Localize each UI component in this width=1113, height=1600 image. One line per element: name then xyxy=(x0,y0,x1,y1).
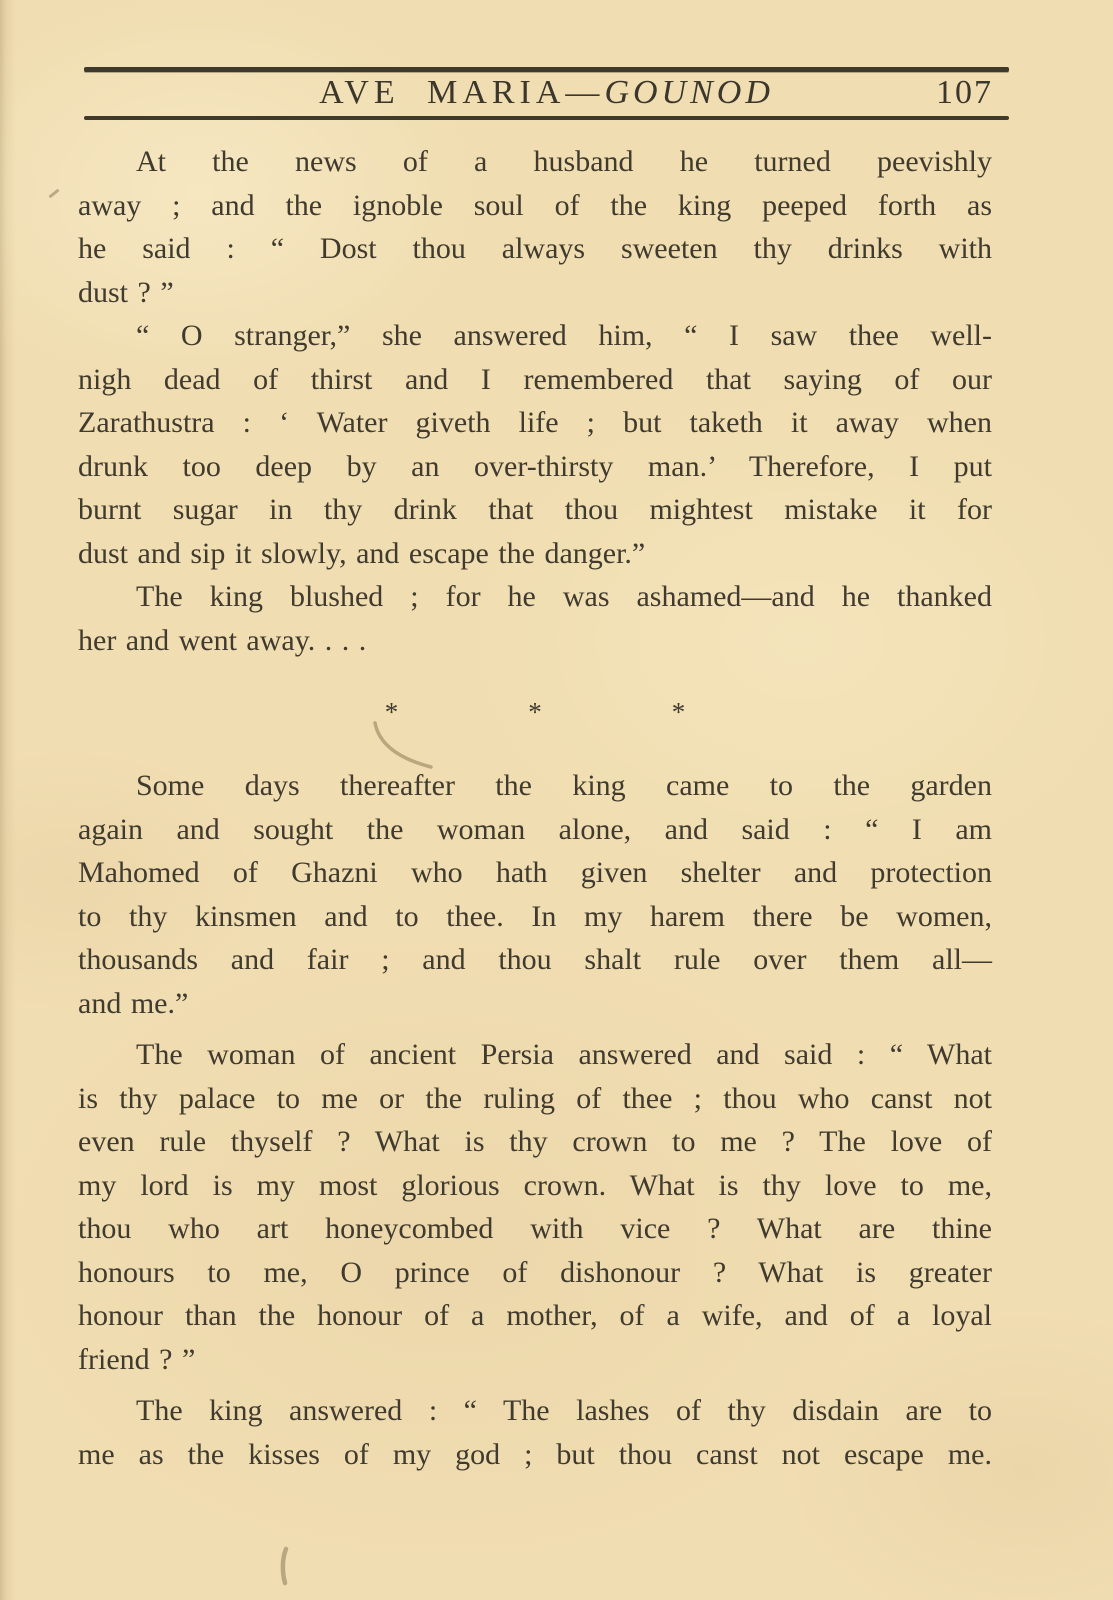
text-line: friend ? ” xyxy=(78,1342,196,1376)
text-line: even rule thyself ? What is thy crown to me ? The love of xyxy=(78,1125,992,1158)
running-head xyxy=(84,71,1009,115)
page-title xyxy=(319,74,774,112)
text-line: honours to me, O prince of dishonour ? What is greater xyxy=(78,1255,992,1289)
asterisk: * xyxy=(384,697,399,727)
text-line: honour than the honour of a mother, of a wife, and of a loyal xyxy=(78,1299,992,1332)
text-line: drunk too deep by an over-thirsty man.’ Therefore, I put xyxy=(78,449,992,483)
paragraph xyxy=(78,140,992,314)
text-body xyxy=(78,140,992,1476)
text-line: The woman of ancient Persia answered and said : “ What xyxy=(136,1038,992,1071)
paragraph xyxy=(78,1389,992,1476)
text-line: Some days thereafter the king came to the garden xyxy=(136,769,992,802)
text-line: away ; and the ignoble soul of the king peeped forth as xyxy=(78,188,992,222)
text-line: my lord is my most glorious crown. What is thy love to me, xyxy=(78,1168,992,1202)
text-line: “ O stranger,” she answered him, “ I saw thee well- xyxy=(136,319,992,352)
text-line: burnt sugar in thy drink that thou mightest mistake it for xyxy=(78,493,992,526)
pen-mark-left-margin xyxy=(48,189,59,199)
text-line: me as the kisses of my god ; but thou canst not escape me. xyxy=(78,1437,992,1471)
text-line: At the news of a husband he turned peevishly xyxy=(136,145,992,178)
paragraph xyxy=(78,575,992,662)
text-line: thou who art honeycombed with vice ? What are thine xyxy=(78,1212,992,1245)
asterisk: * xyxy=(528,697,542,727)
pen-mark-bottom xyxy=(276,1544,294,1588)
text-line: to thy kinsmen and to thee. In my harem there be women, xyxy=(78,899,992,933)
page-number: 107 xyxy=(936,74,993,111)
text-line: dust and sip it slowly, and escape the danger.” xyxy=(78,536,646,570)
text-line: again and sought the woman alone, and said : “ I am xyxy=(78,812,992,846)
text-line: dust ? ” xyxy=(78,275,174,309)
section-break xyxy=(78,690,992,734)
text-line: is thy palace to me or the ruling of thee ; thou who canst not xyxy=(78,1081,992,1115)
page-title-roman: AVE MARIA— xyxy=(319,74,605,111)
paragraph xyxy=(78,1033,992,1381)
asterisk: * xyxy=(671,697,686,727)
text-line: Mahomed of Ghazni who hath given shelter and protection xyxy=(78,856,992,889)
paragraph xyxy=(78,314,992,575)
text-line: nigh dead of thirst and I remembered that saying of our xyxy=(78,362,992,396)
text-line: The king answered : “ The lashes of thy disdain are to xyxy=(136,1394,992,1427)
text-line: thousands and fair ; and thou shalt rule over them all— xyxy=(78,943,992,976)
paragraph xyxy=(78,764,992,1025)
text-line: Zarathustra : ‘ Water giveth life ; but taketh it away when xyxy=(78,406,992,439)
header-rule-bottom xyxy=(84,116,1009,120)
page-title-italic: GOUNOD xyxy=(604,74,774,111)
text-line: he said : “ Dost thou always sweeten thy drinks with xyxy=(78,232,992,265)
text-line: her and went away. . . . xyxy=(78,623,367,657)
text-line: and me.” xyxy=(78,986,189,1020)
text-line: The king blushed ; for he was ashamed—and he thanked xyxy=(136,580,992,613)
